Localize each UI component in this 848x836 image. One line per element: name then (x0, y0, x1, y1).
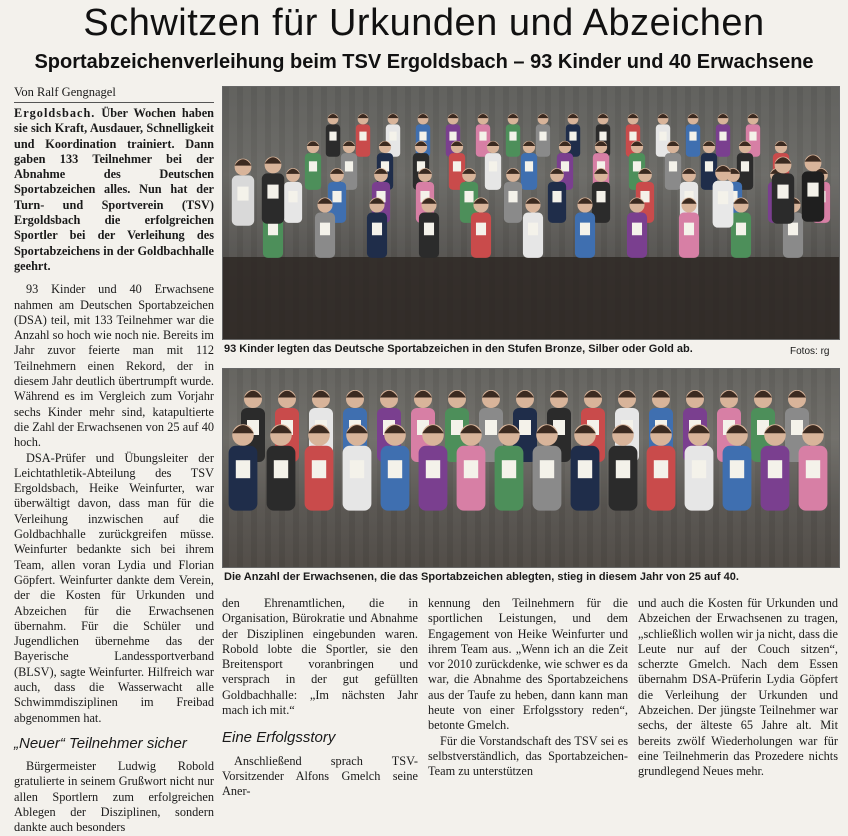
photo-credit: Fotos: rg (790, 346, 830, 357)
photo-children-caption: 93 Kinder legten das Deutsche Sportabzeichen in den Stufen Bronze, Silber oder Gold ab. (224, 343, 693, 355)
column-2 (222, 596, 418, 800)
adults-group-illustration (223, 369, 839, 567)
column-3 (428, 596, 628, 780)
column-4 (638, 596, 838, 780)
body-paragraph-4: den Ehrenamtlichen, die in Organisation, Bürokratie und Abnahme der Disziplinen eingebunden waren. Robold lobte die Sportler, sie den Breitensport voranbringen und versprach in der gut gefüllten Goldbachhalle: „Im nächsten Jahr mach ich mit.“ (222, 596, 418, 718)
subheadline: Sportabzeichenverleihung beim TSV Ergoldsbach – 93 Kinder und 40 Erwachsene (34, 51, 814, 73)
column-1 (14, 106, 214, 836)
body-paragraph-6: kennung den Teilnehmern für die sportlichen Leistungen, und dem Engagement von Heike Weinfurter und ihrem Team aus. „Wenn ich an die Zeit vor 2010 zurückdenke, wie schwer es da war, die Abnahme des Sportabzeichens aus der Taufe zu heben, dann kann man heute von einer Erfolgsstory reden“, betonte Gmelch. (428, 596, 628, 733)
body-paragraph-2: DSA-Prüfer und Übungsleiter der Leichtathletik-Abteilung des TSV Ergoldsbach, Heike Weinfurter, war überwältigt davon, dass man für die Verleihung inzwischen auf die Goldbachhalle zurückgreifen müsse. Weinfurter bedankte sich bei ihrem Team, allen voran Lydia und Florian Göpfert. Weinfurter dankte dem Verein, der die Kosten für Urkunden und Abzeichen für die Erwachsenen übernahm. Für die Schüler und Jugendlichen übernehme das der Bayerische Landessportverband (BLSV), sagte Weinfurter. Hilfreich war auch, dass die Wasserwacht alle Schwimmdisziplinen im Freibad abgenommen hat. (14, 450, 214, 725)
subtitle-neuer-teilnehmer: „Neuer“ Teilnehmer sicher (14, 734, 187, 752)
lead-paragraph (14, 106, 214, 274)
body-paragraph-5: Anschließend sprach TSV-Vorsitzender Alfons Gmelch seine Aner- (222, 753, 418, 799)
photo-adults-caption: Die Anzahl der Erwachsenen, die das Sportabzeichen ablegten, stieg in diesem Jahr von 25 auf 40. (224, 571, 739, 583)
lead-text: Über Wochen haben sie sich Kraft, Ausdauer, Schnelligkeit und Koordination trainiert. Dann gaben 133 Teilnehmer bei der Abnahme des Deutschen Sportabzeichen alles. Nun hat der Turn- und Sportverein (TSV) Ergoldsbach die erfolgreichen Sportler bei der Verleihung des Sportabzeichens in der Goldbachhalle geehrt. (14, 106, 214, 273)
children-group-illustration (223, 87, 839, 339)
lead-place: Ergoldsbach. (14, 106, 96, 120)
body-paragraph-8: und auch die Kosten für Urkunden und Abzeichen der Erwachsenen zu tragen, „schließlich wollen wir ja nicht, dass die Leute nur auf der Couch sitzen“, scherzte Gmelch. Nach dem Essen übernahm DSA-Prüferin Lydia Göpfert die Verleihung der Urkunden und Abzeichen. Der jüngste Teilnehmer war sechs, der älteste 65 Jahre alt. Mit bereits zwölf Wiederholungen war für eine Teilnehmerin das Prozedere nichts grundlegend Neues mehr. (638, 596, 838, 779)
body-paragraph-7: Für die Vorstandschaft des TSV sei es selbstverständlich, das Sportabzeichen-Team zu unterstützen (428, 733, 628, 779)
headline: Schwitzen für Urkunden und Abzeichen (83, 2, 765, 44)
byline: Von Ralf Gengnagel (14, 85, 214, 103)
body-paragraph-1: 93 Kinder und 40 Erwachsene nahmen am Deutschen Sportabzeichen (DSA) teil, mit 133 Teilnehmer war die Anzahl so hoch wie noch nie. Bereits im Jahr zuvor feierte man mit 112 Teilnehmern einen Rekord, der in diesem Jahr deutlich übertrumpft wurde. Während es im Vergleich zum Vorjahr sechs Kinder mehr sind, katapultierte die Zahl der Erwachsenen von 25 auf 40 hoch. (14, 282, 214, 450)
subtitle-erfolgsstory: Eine Erfolgsstory (222, 729, 336, 747)
body-paragraph-3: Bürgermeister Ludwig Robold gratulierte in seinem Grußwort nicht nur allen Sportlern zum erfolgreichen Ablegen der Disziplinen, sondern dankte auch besonders (14, 759, 214, 835)
photo-adults (222, 368, 840, 568)
photo-children (222, 86, 840, 340)
